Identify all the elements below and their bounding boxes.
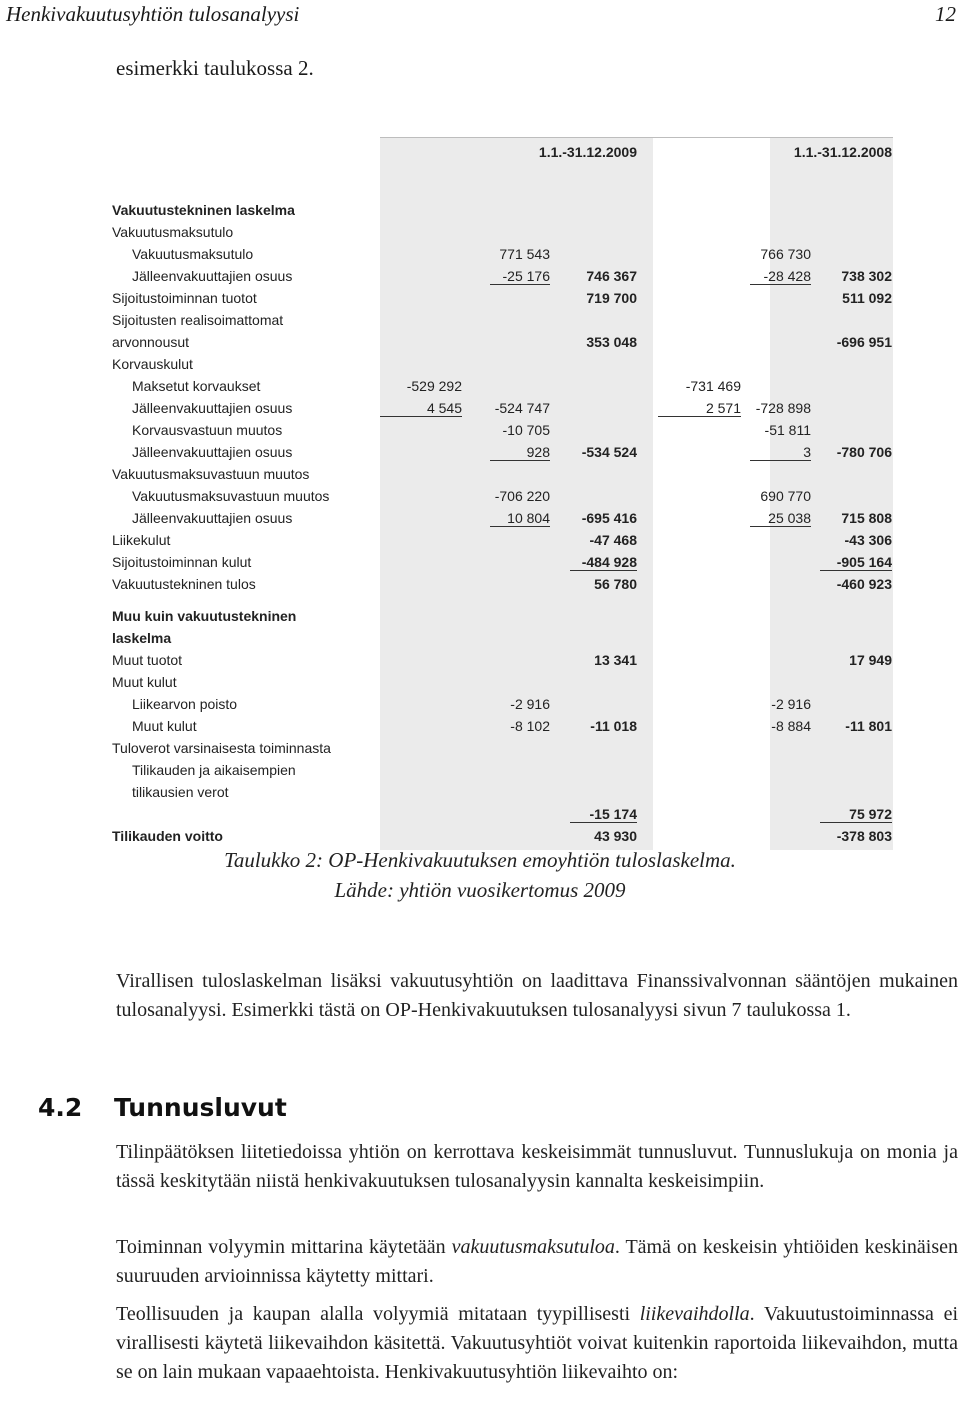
row-value: -47 468 — [589, 532, 637, 548]
table-row — [110, 224, 900, 246]
row-label: Sijoitustoiminnan tuotot — [112, 290, 257, 306]
table-row — [110, 334, 900, 356]
row-value: 690 770 — [760, 488, 811, 504]
row-label: Korvausvastuun muutos — [132, 422, 283, 438]
row-label: Tilikauden voitto — [112, 828, 223, 844]
row-label: Muut tuotot — [112, 652, 183, 668]
row-value: -28 428 — [750, 268, 811, 285]
row-value: 746 367 — [586, 268, 637, 284]
emphasis-term: liikevaihdolla — [639, 1303, 750, 1325]
row-value: -484 928 — [570, 554, 637, 571]
section-number: 4.2 — [38, 1093, 83, 1122]
table-row — [110, 356, 900, 378]
row-label: Vakuutusmaksuvastuun muutos — [112, 466, 310, 482]
emphasis-term: vakuutusmaksutuloa — [451, 1236, 615, 1258]
table-row — [110, 762, 900, 784]
row-value: 25 038 — [750, 510, 811, 527]
row-value: 771 543 — [499, 246, 550, 262]
row-value: -731 469 — [685, 378, 741, 394]
row-value: 928 — [490, 444, 550, 461]
row-label: laskelma — [112, 630, 172, 646]
row-label: Liikearvon poisto — [132, 696, 238, 712]
table-row — [110, 718, 900, 740]
table-row — [110, 696, 900, 718]
table-row — [110, 246, 900, 268]
table-row — [110, 488, 900, 510]
table-row — [110, 422, 900, 444]
table-row — [110, 510, 900, 532]
table-caption: Taulukko 2: OP-Henkivakuutuksen emoyhtiön tuloslaskelma. — [224, 848, 736, 872]
row-value: 56 780 — [594, 576, 637, 592]
row-value: -728 898 — [755, 400, 811, 416]
table-row — [110, 674, 900, 696]
row-value: 511 092 — [842, 290, 892, 306]
row-value: -378 803 — [836, 828, 892, 844]
row-label: Vakuutusmaksuvastuun muutos — [132, 488, 330, 504]
row-value: -529 292 — [406, 378, 462, 394]
table-row — [110, 400, 900, 422]
table-row — [110, 828, 900, 850]
intro-text: esimerkki taulukossa 2. — [116, 56, 314, 80]
row-value: 13 341 — [594, 652, 637, 668]
section-heading — [38, 1093, 287, 1122]
row-value: -695 416 — [581, 510, 637, 526]
row-label: arvonnousut — [112, 334, 190, 350]
row-value: 719 700 — [586, 290, 637, 306]
paragraph-official-statement: Virallisen tuloslaskelman lisäksi vakuutusyhtiön on laadittava Finanssivalvonnan sääntöjen mukainen tulosanalyysi. Esimerkki tästä on OP-Henkivakuutuksen tulosanalyysi sivun 7 taulukossa 1. — [116, 970, 958, 1021]
table-row — [110, 740, 900, 762]
row-label: Jälleenvakuuttajien osuus — [132, 510, 293, 526]
row-label: Muut kulut — [112, 674, 177, 690]
table-row — [110, 554, 900, 576]
row-value: -696 951 — [836, 334, 892, 350]
row-value: -780 706 — [836, 444, 892, 460]
row-value: 715 808 — [841, 510, 892, 526]
table-row — [110, 444, 900, 466]
row-label: tilikausien verot — [132, 784, 229, 800]
column-header-2009: 1.1.-31.12.2009 — [538, 144, 637, 160]
row-value: -15 174 — [570, 806, 637, 823]
row-label: Muu kuin vakuutustekninen — [112, 608, 297, 624]
table-top-rule — [380, 137, 893, 138]
row-value: -460 923 — [836, 576, 892, 592]
row-value: -8 884 — [771, 718, 811, 734]
row-label: Vakuutustekninen tulos — [112, 576, 256, 592]
row-label: Tuloverot varsinaisesta toiminnasta — [112, 740, 331, 756]
paragraph-text: Teollisuuden ja kaupan alalla volyymiä mitataan tyypillisesti — [116, 1303, 640, 1325]
table-row — [110, 630, 900, 652]
row-value: -524 747 — [494, 400, 550, 416]
row-value: -11 801 — [845, 718, 892, 734]
section-title: Tunnusluvut — [114, 1093, 287, 1122]
table-source: Lähde: yhtiön vuosikertomus 2009 — [334, 878, 626, 902]
table-row — [110, 608, 900, 630]
row-value: 43 930 — [594, 828, 637, 844]
row-label: Vakuutusmaksutulo — [112, 224, 234, 240]
running-header-title: Henkivakuutusyhtiön tulosanalyysi — [6, 2, 300, 26]
row-label: Liikekulut — [112, 532, 171, 548]
row-label: Jälleenvakuuttajien osuus — [132, 400, 293, 416]
income-statement-table — [110, 130, 900, 850]
paragraph-text: . Tämä on keskeisin yhtiöiden keskinäisen suuruuden arvioinnissa käytetty mittari. — [116, 1236, 958, 1287]
row-label: Vakuutustekninen laskelma — [112, 202, 295, 218]
paragraph-turnover — [116, 1300, 958, 1387]
row-value: 10 804 — [490, 510, 550, 527]
row-value: -25 176 — [490, 268, 550, 285]
row-value: -43 306 — [844, 532, 892, 548]
row-value: 3 — [750, 444, 811, 461]
table-row — [110, 532, 900, 554]
row-value: 17 949 — [849, 652, 892, 668]
table-row — [110, 806, 900, 828]
paragraph-volume-measure — [116, 1233, 958, 1291]
row-value: 2 571 — [658, 400, 741, 417]
row-label: Maksetut korvaukset — [132, 378, 261, 394]
table-row — [110, 378, 900, 400]
row-label: Tilikauden ja aikaisempien — [132, 762, 296, 778]
table-row — [110, 290, 900, 312]
row-label: Sijoitustoiminnan kulut — [112, 554, 252, 570]
row-value: 738 302 — [841, 268, 892, 284]
table-row — [110, 652, 900, 674]
table-row — [110, 576, 900, 598]
paragraph-key-figures: Tilinpäätöksen liitetiedoissa yhtiön on kerrottava keskeisimmät tunnusluvut. Tunnuslukuja on monia ja tässä keskitytään niistä henkivakuutuksen tulosanalyysin kannalta keskeisimpiin. — [116, 1141, 958, 1192]
row-value: -905 164 — [820, 554, 892, 571]
table-row — [110, 466, 900, 488]
table-row — [110, 784, 900, 806]
row-label: Korvauskulut — [112, 356, 193, 372]
row-label: Sijoitusten realisoimattomat — [112, 312, 284, 328]
row-label: Muut kulut — [132, 718, 197, 734]
row-value: -2 916 — [510, 696, 550, 712]
row-label: Jälleenvakuuttajien osuus — [132, 268, 293, 284]
page-number: 12 — [935, 2, 956, 26]
row-value: -534 524 — [581, 444, 637, 460]
row-label: Vakuutusmaksutulo — [132, 246, 254, 262]
table-row — [110, 202, 900, 224]
row-value: 766 730 — [760, 246, 811, 262]
column-header-2008: 1.1.-31.12.2008 — [793, 144, 892, 160]
table-row — [110, 268, 900, 290]
row-value: -8 102 — [510, 718, 550, 734]
row-value: 4 545 — [380, 400, 462, 417]
row-value: -10 705 — [502, 422, 550, 438]
row-value: -11 018 — [590, 718, 637, 734]
row-label: Jälleenvakuuttajien osuus — [132, 444, 293, 460]
row-value: -51 811 — [764, 422, 811, 438]
paragraph-text: Toiminnan volyymin mittarina käytetään — [116, 1236, 452, 1258]
row-value: -706 220 — [494, 488, 550, 504]
table-row — [110, 312, 900, 334]
paragraph-text: . Vakuutustoiminnassa ei virallisesti käytetä liikevaihdon käsitettä. Vakuutusyhtiöt voivat kuitenkin raportoida liikevaihdon, mutta se on lain mukaan vapaaehtoista. Henkivakuutusyhtiön liikevaihto on: — [116, 1303, 958, 1383]
row-value: 353 048 — [586, 334, 637, 350]
row-value: 75 972 — [820, 806, 892, 823]
row-value: -2 916 — [771, 696, 811, 712]
